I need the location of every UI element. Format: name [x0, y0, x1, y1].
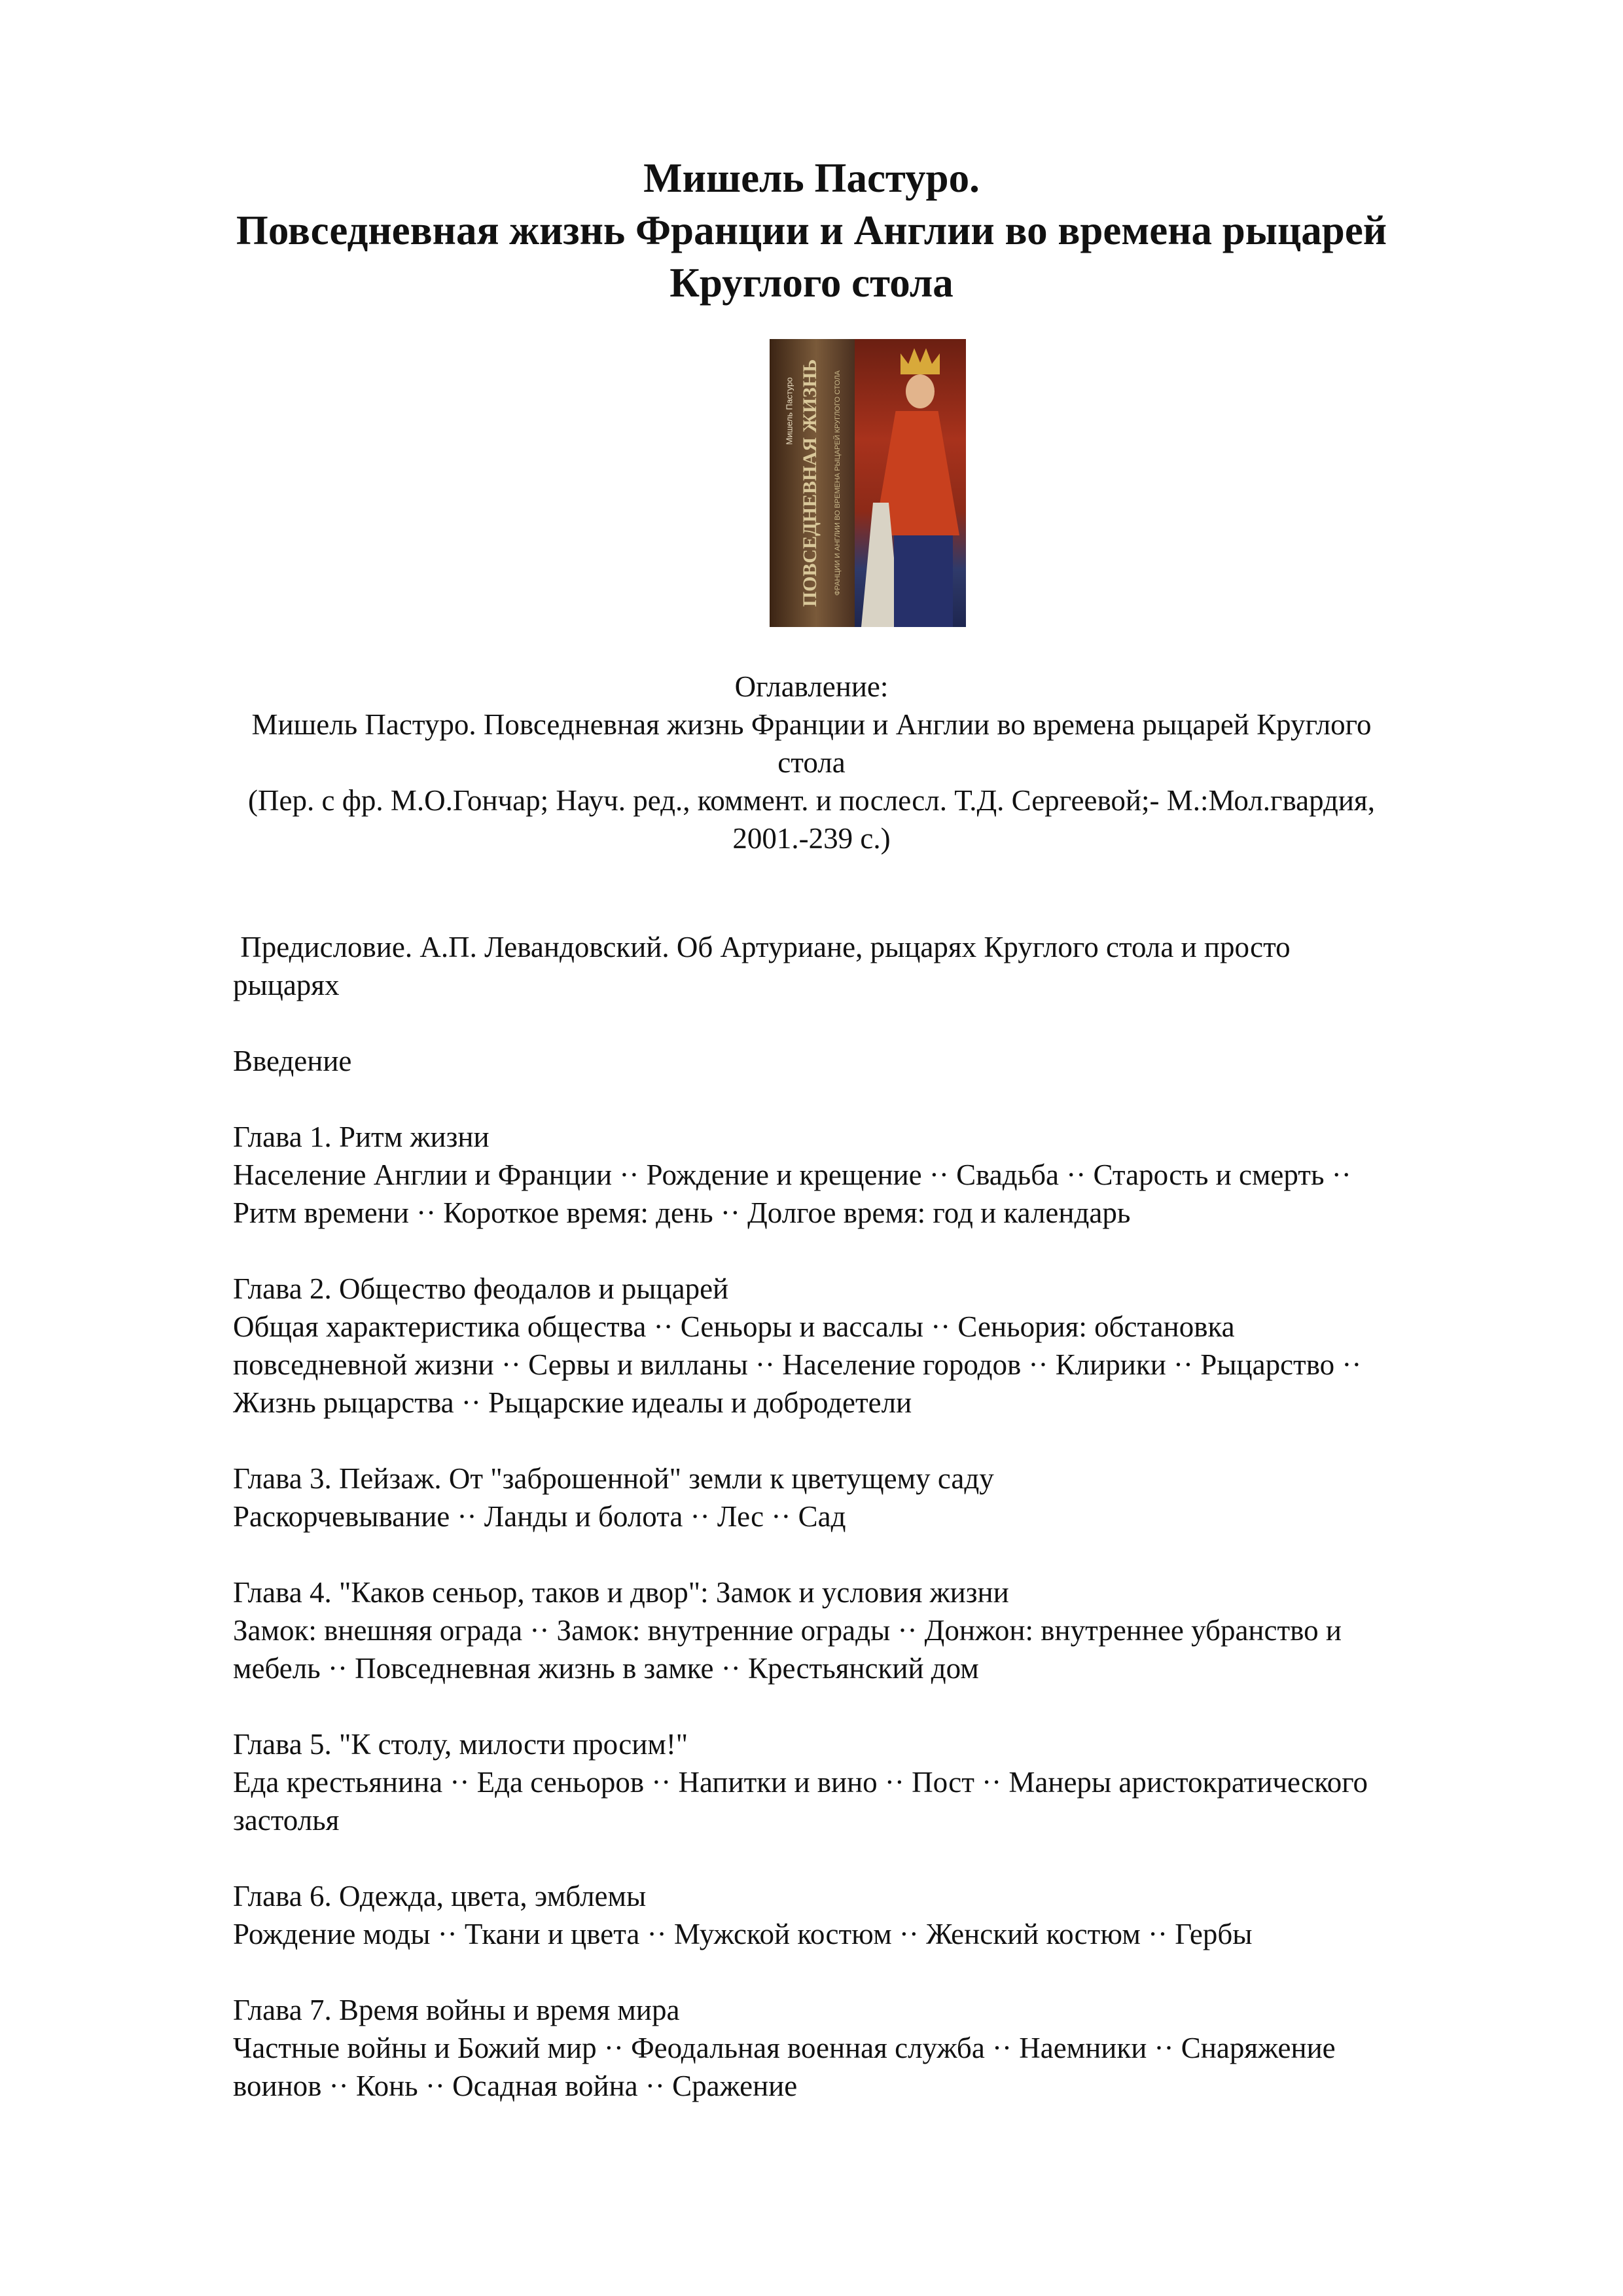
chapter-title: Глава 2. Общество феодалов и рыцарей [233, 1272, 729, 1305]
chapter-section-line: Рождение моды ·· Ткани и цвета ·· Мужской костюм ·· Женский костюм ·· Гербы [233, 1918, 1253, 1950]
title-line-2: Повседневная жизнь Франции и Англии во времена рыцарей [236, 207, 1387, 253]
cover-author: Мишель Пастуро [784, 377, 794, 445]
chapter-3-entry[interactable] [233, 1460, 1503, 1535]
chapter-4-entry[interactable] [233, 1573, 1503, 1687]
toc-book-line-2: стола [777, 746, 846, 779]
toc-pub-line-2: 2001.-239 с.) [732, 822, 891, 855]
chapter-section-line: Еда крестьянина ·· Еда сеньоров ·· Напитки и вино ·· Пост ·· Манеры аристократического [233, 1766, 1368, 1799]
chapter-title: Глава 3. Пейзаж. От "заброшенной" земли к цветущему саду [233, 1462, 994, 1495]
chapter-7-entry[interactable] [233, 1991, 1503, 2105]
chapter-title: Глава 1. Ритм жизни [233, 1121, 490, 1153]
chapter-title: Глава 7. Время войны и время мира [233, 1994, 680, 2026]
cover-subtitle: ФРАНЦИИ И АНГЛИИ ВО ВРЕМЕНА РЫЦАРЕЙ КРУГЛОГО СТОЛА [834, 370, 842, 596]
chapter-section-line: Общая характеристика общества ·· Сеньоры и вассалы ·· Сеньория: обстановка [233, 1310, 1235, 1343]
chapter-section-line: Ритм времени ·· Короткое время: день ·· Долгое время: год и календарь [233, 1196, 1131, 1229]
chapter-section-line: воинов ·· Конь ·· Осадная война ·· Сражение [233, 2070, 798, 2102]
title-line-3: Круглого стола [669, 260, 954, 306]
introduction-entry[interactable]: Введение [233, 1045, 352, 1077]
cover-series-title: ПОВСЕДНЕВНАЯ ЖИЗНЬ [799, 359, 821, 607]
cover-illustration [855, 339, 966, 627]
book-title [157, 152, 1466, 309]
toc-header [157, 668, 1466, 857]
chapter-5-entry[interactable] [233, 1725, 1503, 1839]
chapter-section-line: застолья [233, 1804, 340, 1837]
book-cover-image [770, 339, 966, 627]
toc-pub-line-1: (Пер. с фр. М.О.Гончар; Науч. ред., коммент. и послесл. Т.Д. Сергеевой;- М.:Мол.гвардия, [248, 784, 1375, 817]
chapter-section-line: мебель ·· Повседневная жизнь в замке ·· Крестьянский дом [233, 1652, 979, 1685]
chapter-section-line: Частные войны и Божий мир ·· Феодальная военная служба ·· Наемники ·· Снаряжение [233, 2032, 1336, 2064]
chapter-1-entry[interactable] [233, 1118, 1503, 1232]
toc-heading: Оглавление: [734, 670, 889, 703]
king-face [906, 374, 935, 408]
preface-line-1: Предисловие. А.П. Левандовский. Об Артуриане, рыцарях Круглого стола и просто [233, 931, 1291, 963]
chapter-section-line: Раскорчевывание ·· Ланды и болота ·· Лес ·· Сад [233, 1500, 846, 1533]
chapter-section-line: Население Англии и Франции ·· Рождение и крещение ·· Свадьба ·· Старость и смерть ·· [233, 1158, 1351, 1191]
title-line-1: Мишель Пастуро. [643, 155, 980, 201]
crown-icon [901, 348, 940, 374]
toc-body [233, 928, 1503, 2143]
chapter-2-entry[interactable] [233, 1270, 1503, 1422]
chapter-title: Глава 4. "Каков сеньор, таков и двор": Замок и условия жизни [233, 1576, 1009, 1609]
chapter-6-entry[interactable] [233, 1877, 1503, 1953]
blue-cloak [894, 535, 953, 627]
chapter-section-line: повседневной жизни ·· Сервы и вилланы ·· Население городов ·· Клирики ·· Рыцарство ·· [233, 1348, 1362, 1381]
chapter-title: Глава 6. Одежда, цвета, эмблемы [233, 1880, 647, 1912]
toc-book-line-1: Мишель Пастуро. Повседневная жизнь Франции и Англии во времена рыцарей Круглого [251, 708, 1372, 741]
chapter-title: Глава 5. "К столу, милости просим!" [233, 1728, 688, 1761]
chapter-section-line: Замок: внешняя ограда ·· Замок: внутренние ограды ·· Донжон: внутреннее убранство и [233, 1614, 1342, 1647]
preface-line-2: рыцарях [233, 969, 340, 1001]
preface-entry[interactable] [233, 928, 1503, 1004]
chapter-section-line: Жизнь рыцарства ·· Рыцарские идеалы и добродетели [233, 1386, 912, 1419]
